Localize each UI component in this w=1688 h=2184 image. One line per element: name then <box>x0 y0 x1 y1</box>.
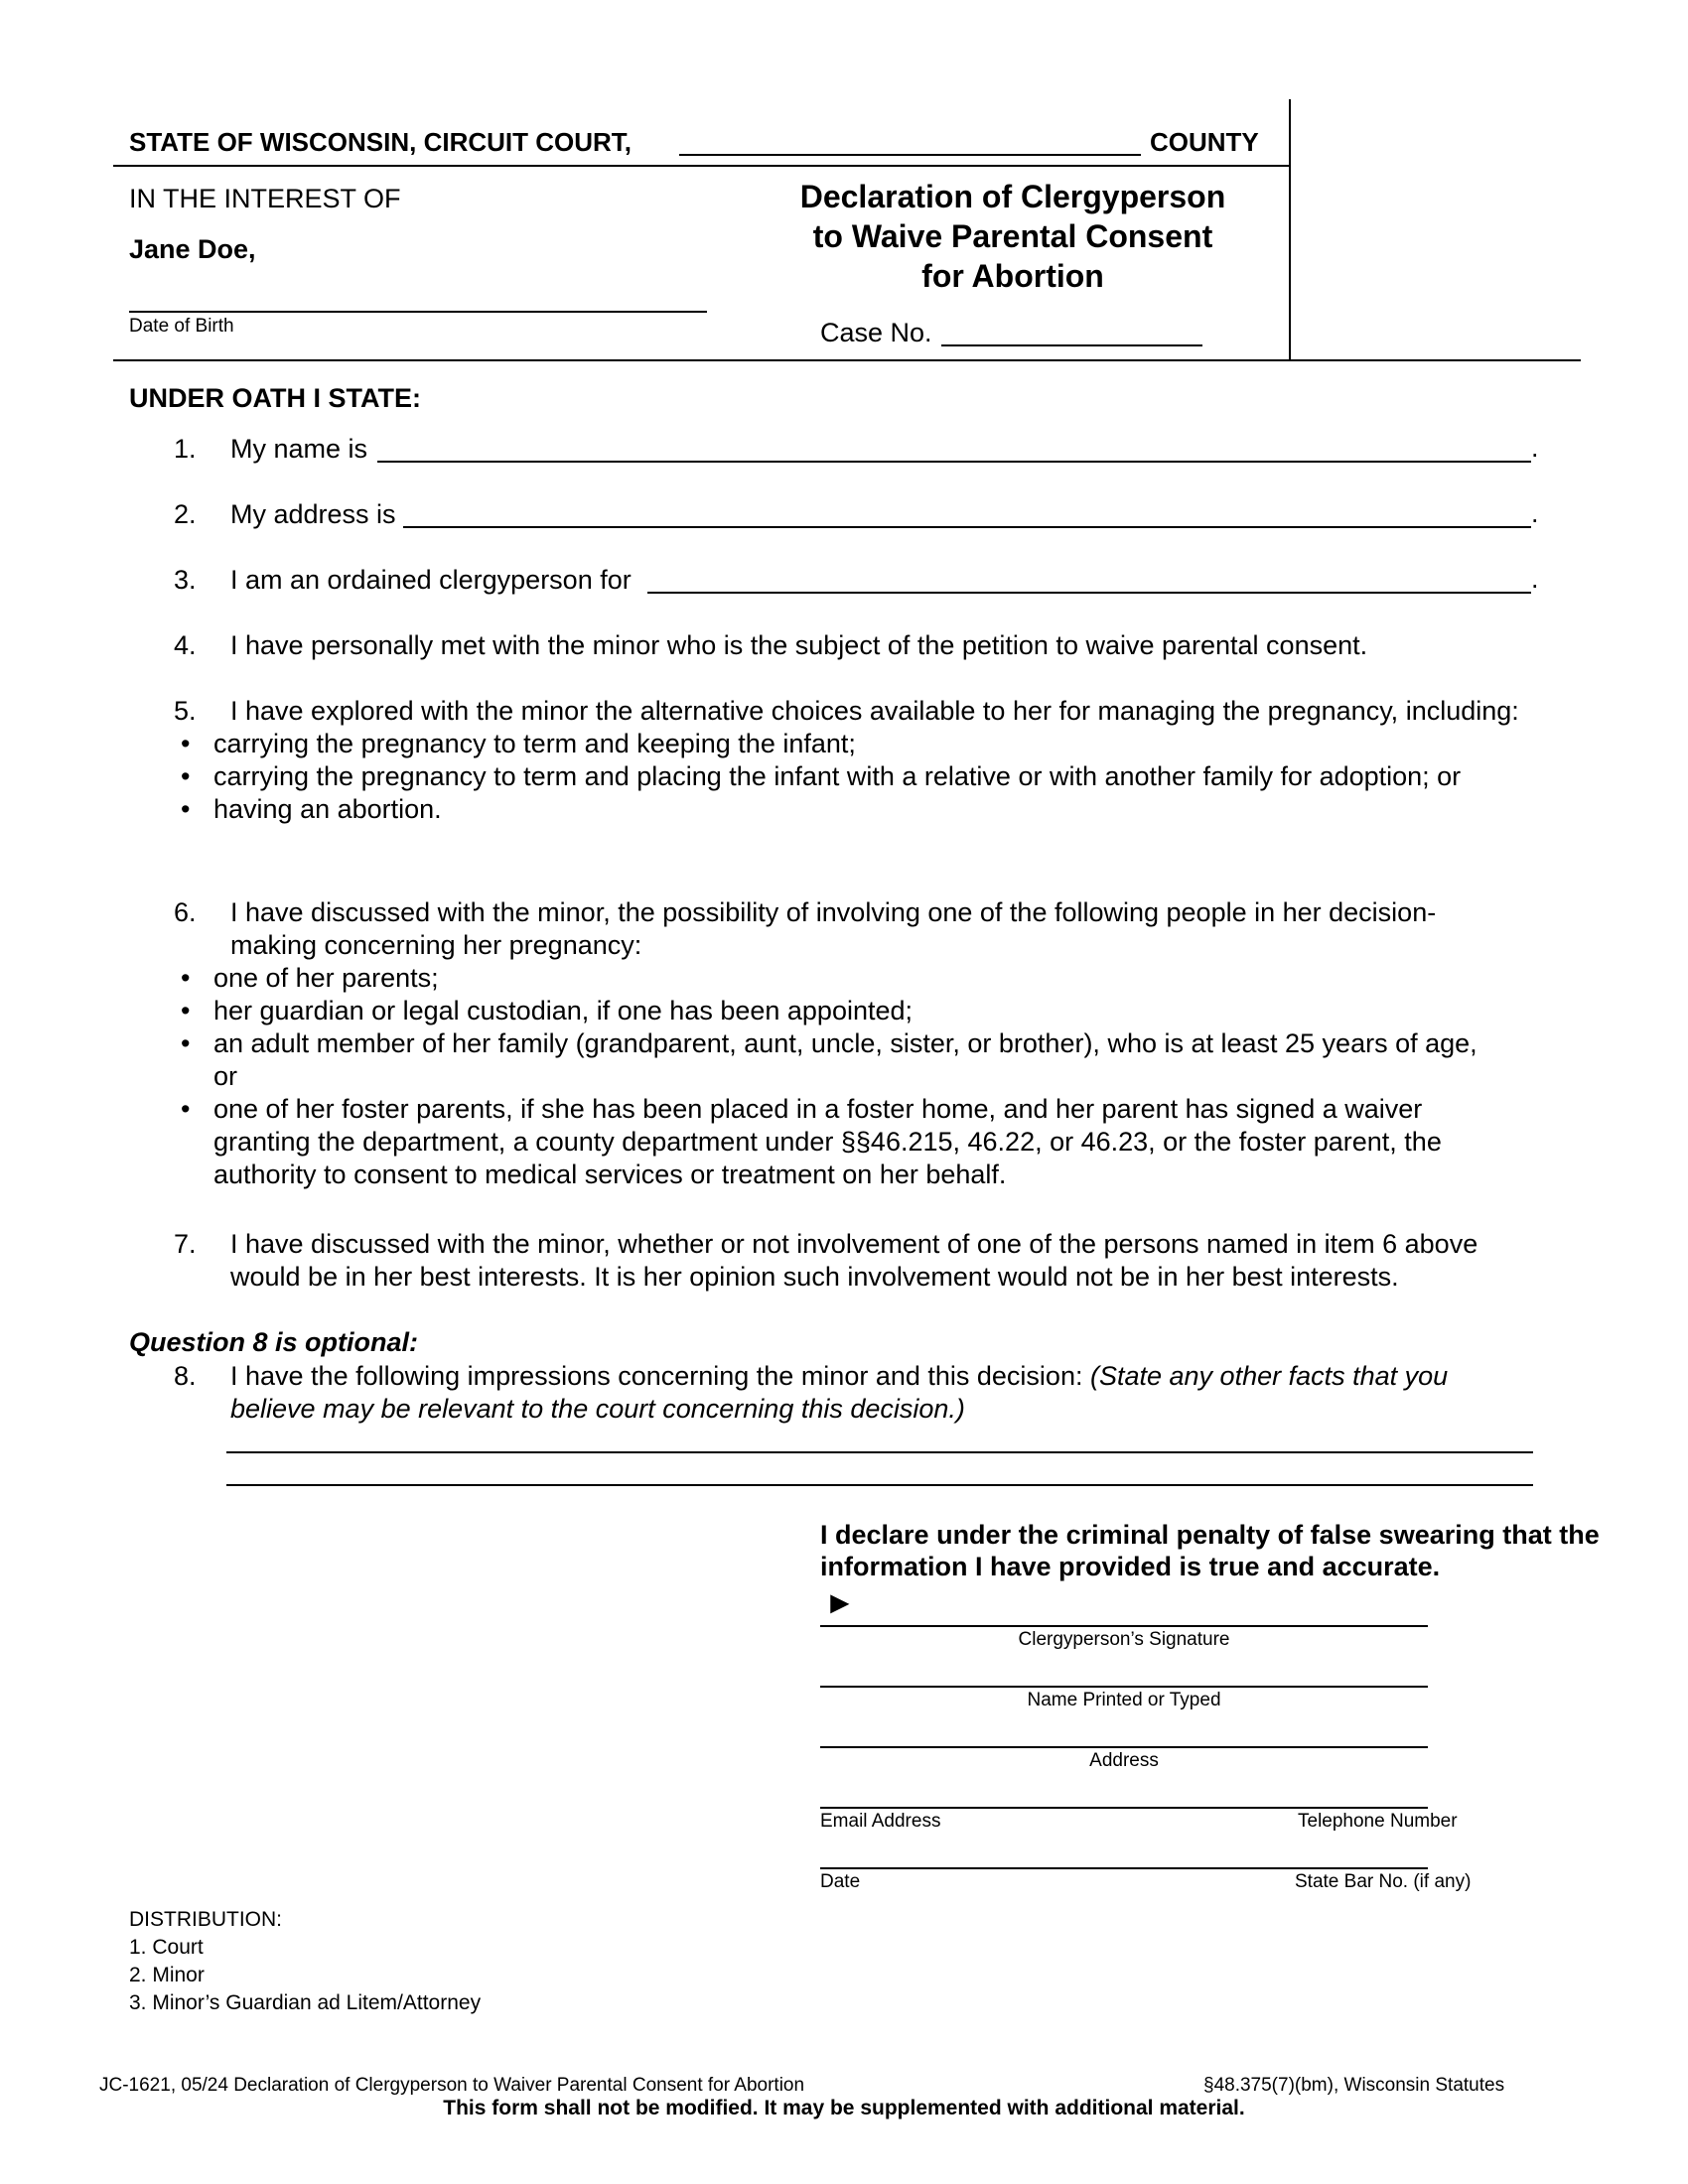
form-title <box>765 177 1261 296</box>
item-2 <box>129 498 1569 538</box>
item-4-number: 4. <box>174 630 197 660</box>
item-8 <box>129 1360 1569 1430</box>
impressions-line-2[interactable] <box>226 1484 1533 1486</box>
item-1-period: . <box>1531 433 1539 463</box>
item-8-number: 8. <box>174 1361 197 1391</box>
printed-name-field[interactable] <box>820 1686 1428 1688</box>
item-8-text: I have the following impressions concerning the minor and this decision: <box>230 1361 1083 1391</box>
item-6-bullet-2: • her guardian or legal custodian, if one has been appointed; <box>129 995 1521 1027</box>
interest-label: IN THE INTEREST OF <box>129 184 401 213</box>
signature-arrow-icon: ► <box>824 1584 856 1620</box>
item-6-bullet-3: • an adult member of her family (grandparent, aunt, uncle, sister, or brother), who is at least 25 years of age, or <box>129 1027 1494 1093</box>
item-2-period: . <box>1531 498 1539 528</box>
item-3-number: 3. <box>174 565 197 595</box>
item-5-number: 5. <box>174 696 197 726</box>
address-field[interactable] <box>403 526 1531 528</box>
item-7-number: 7. <box>174 1229 197 1259</box>
title-line-3: for Abortion <box>921 258 1104 294</box>
form-identifier: JC-1621, 05/24 Declaration of Clergyperson to Waiver Parental Consent for Abortion <box>99 2075 805 2096</box>
item-6-body <box>213 896 1521 1191</box>
signature-label: Clergyperson’s Signature <box>1018 1629 1230 1650</box>
caption-box-right-border <box>1289 99 1291 359</box>
caption-bottom-rule <box>113 359 1581 361</box>
item-2-number: 2. <box>174 499 197 529</box>
distribution-item-2: 2. Minor <box>129 1964 205 1986</box>
item-6-bullet-1: • one of her parents; <box>129 962 1521 995</box>
optional-heading: Question 8 is optional: <box>129 1327 419 1357</box>
item-5-bullet-1: • carrying the pregnancy to term and keeping the infant; <box>129 728 1521 760</box>
distribution-item-3: 3. Minor’s Guardian ad Litem/Attorney <box>129 1991 482 2014</box>
distribution-list <box>129 1906 481 2017</box>
item-7 <box>129 1228 1569 1297</box>
caption-top-rule <box>113 165 1290 167</box>
item-6-number: 6. <box>174 897 197 927</box>
state-bar-label: State Bar No. (if any) <box>1295 1871 1472 1892</box>
item-3 <box>129 564 1569 604</box>
item-7-text: I have discussed with the minor, whether or not involvement of one of the persons named in item 6 above would be in her best interests. It is her opinion such involvement would not be in her best interests. <box>230 1229 1478 1292</box>
item-6 <box>129 896 1569 1194</box>
signer-address-field[interactable] <box>820 1746 1428 1748</box>
item-4-text: I have personally met with the minor who is the subject of the petition to waive parental consent. <box>230 630 1368 660</box>
signer-address-label: Address <box>1089 1750 1159 1771</box>
item-5-bullet-2: • carrying the pregnancy to term and placing the infant with a relative or with another family for adoption; or <box>129 760 1524 793</box>
oath-heading: UNDER OATH I STATE: <box>129 383 421 413</box>
email-phone-field[interactable] <box>820 1807 1428 1809</box>
item-1-text: My name is <box>230 434 368 464</box>
item-5-text: I have explored with the minor the alternative choices available to her for managing the pregnancy, including: <box>230 696 1519 726</box>
modification-notice: This form shall not be modified. It may be supplemented with additional material. <box>443 2097 1245 2119</box>
email-label: Email Address <box>820 1811 941 1832</box>
party-name: Jane Doe, <box>129 234 256 264</box>
impressions-line-1[interactable] <box>226 1451 1533 1453</box>
distribution-heading: DISTRIBUTION: <box>129 1908 283 1931</box>
dob-field[interactable] <box>129 311 707 313</box>
title-line-2: to Waive Parental Consent <box>812 218 1213 254</box>
dob-label: Date of Birth <box>129 316 234 337</box>
printed-name-label: Name Printed or Typed <box>1027 1690 1221 1710</box>
signature-field[interactable] <box>820 1625 1428 1627</box>
case-number-label: Case No. <box>820 318 932 347</box>
item-1 <box>129 433 1569 473</box>
item-3-period: . <box>1531 564 1539 594</box>
statute-reference: §48.375(7)(bm), Wisconsin Statutes <box>1203 2075 1505 2096</box>
county-label: COUNTY <box>1150 127 1259 157</box>
declaration-statement: I declare under the criminal penalty of false swearing that the information I have provided is true and accurate. <box>820 1520 1600 1581</box>
item-8-body <box>230 1360 1511 1426</box>
case-number-field[interactable] <box>941 344 1202 346</box>
date-bar-field[interactable] <box>820 1867 1428 1869</box>
item-6-text: I have discussed with the minor, the possibility of involving one of the following people in her decision-making concerning her pregnancy: <box>230 897 1437 960</box>
item-5-bullet-3: • having an abortion. <box>129 793 1521 826</box>
item-4 <box>129 629 1569 669</box>
item-2-text: My address is <box>230 499 396 529</box>
phone-label: Telephone Number <box>1298 1811 1458 1832</box>
date-label: Date <box>820 1871 861 1892</box>
item-5 <box>129 695 1569 864</box>
court-label: STATE OF WISCONSIN, CIRCUIT COURT, <box>129 127 633 157</box>
distribution-item-1: 1. Court <box>129 1936 204 1959</box>
item-8-instruction: (State any other facts that you believe may be relevant to the court concerning this decision.) <box>230 1361 1449 1424</box>
item-6-bullet-4: • one of her foster parents, if she has been placed in a foster home, and her parent has signed a waiver granting the department, a county department under §§46.215, 46.22, or 46.23, or the foster parent, the authority to consent to medical services or treatment on her behalf. <box>129 1093 1494 1191</box>
item-5-body <box>213 695 1521 826</box>
title-line-1: Declaration of Clergyperson <box>799 179 1226 214</box>
county-field[interactable] <box>679 154 1141 156</box>
clergy-organization-field[interactable] <box>647 592 1531 594</box>
item-1-number: 1. <box>174 434 197 464</box>
name-field[interactable] <box>377 461 1531 463</box>
item-3-text: I am an ordained clergyperson for <box>230 565 632 595</box>
